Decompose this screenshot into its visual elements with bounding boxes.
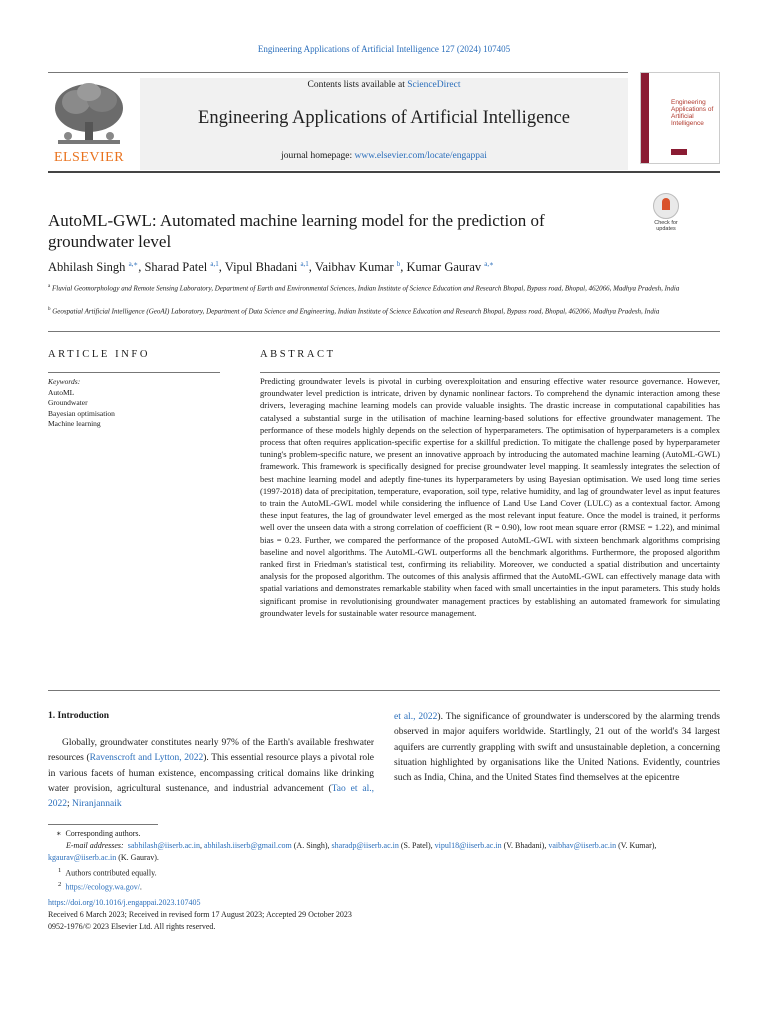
- affiliation-rule: [48, 331, 720, 332]
- intro-column-right: [394, 710, 720, 786]
- author-name[interactable]: Vipul Bhadani: [224, 260, 298, 275]
- section-heading-introduction: 1. Introduction: [48, 711, 110, 721]
- abstract-text: Predicting groundwater levels is pivotal in curbing overexploitation and ensuring effective water resource governance. However, groundwater level prediction is intricate, driven by dynamic nonlinear factors. To comprehend the dynamic interaction among these drivers, leveraging machine learning models can provide valuable insights. The drastic increase in computational capabilities has catalysed a substantial surge in the utilisation of machine learning-based solutions for effective groundwater management. The performance of these models highly depends on the selection of hyperparameters. The optimisation of hyperparameters is a complex process that often requires application-specific expertise for a skillful prediction. To mitigate the challenge posed by hyperparameter tuning's problem-specific nature, we present an innovative approach by introducing the automated machine learning (AutoML-GWL) framework. This framework is specifically designed for precise groundwater level mapping. It seamlessly integrates the selection of best machine learning model and adeptly fine-tunes its hyperparameters by using Bayesian optimisation. We used long time series (1997-2018) data of precipitation, temperature, evaporation, soil type, relative humidity, and lag of groundwater level as input features to train the AutoML-GWL model while considering the influence of Land Use Land Cover (LULC) as a contextual factor. Among these input features, the lag of groundwater level emerged as the most relevant input feature. Once the model is trained, it performs well over the unseen data with a strong correlation of coefficient (R = 0.90), low root mean square error (RMSE = 1.22), and minimal bias = 0.23. Further, we compared the performance of the proposed AutoML-GWL with sixteen benchmark algorithms comprising baseline and novel algorithms. The AutoML-GWL outperforms all the benchmark algorithms. Furthermore, the proposed algorithm ranked first in Friedman's statistical test, confirming its reliability. Moreover, we conducted a spatial distribution and uncertainty analysis for the proposed algorithm. The outcomes of this analysis affirmed that the AutoML-GWL can effectively manage data with spatial variations and demonstrates remarkable stability when faced with small uncertainties in the input parameters. This study holds significant promise in revolutionising groundwater management practices by establishing an automated framework for simulating groundwater levels for sustainable water resource management.: [260, 376, 720, 618]
- email-link[interactable]: vipul18@iiserb.ac.in: [434, 841, 502, 851]
- footnotes: [48, 828, 720, 894]
- homepage-line: [140, 151, 628, 161]
- doi-link[interactable]: https://doi.org/10.1016/j.engappai.2023.107405: [48, 898, 201, 907]
- citation-link[interactable]: Ravenscroft and Lytton, 2022: [89, 753, 204, 764]
- author-separator: ,: [400, 260, 407, 275]
- email-link[interactable]: kgaurav@iiserb.ac.in: [48, 853, 117, 863]
- footnote-1-text: Authors contributed equally.: [65, 868, 157, 878]
- article-info-heading: ARTICLE INFO: [48, 349, 151, 360]
- email-owner: (V. Bhadani),: [501, 841, 549, 851]
- author-affiliation-marker[interactable]: a,∗: [484, 260, 494, 268]
- running-header[interactable]: Engineering Applications of Artificial Intelligence 127 (2024) 107405: [257, 44, 511, 54]
- keywords-label: Keywords:: [48, 377, 81, 386]
- cover-title: Engineering Applications of Artificial Intelligence: [671, 99, 714, 127]
- affiliation-b: [48, 304, 720, 317]
- affiliation-b-label: b: [48, 307, 51, 312]
- contents-line: [140, 80, 628, 90]
- author-name[interactable]: Sharad Patel: [144, 260, 208, 275]
- email-list: [48, 841, 656, 862]
- author-separator: ,: [308, 260, 315, 275]
- citation-link[interactable]: Niranjannaik: [72, 799, 122, 810]
- author-name[interactable]: Abhilash Singh: [48, 260, 126, 275]
- citation-link[interactable]: et al., 2022: [394, 712, 438, 722]
- keyword-item: Groundwater: [48, 398, 88, 407]
- received-dates: Received 6 March 2023; Received in revised form 17 August 2023; Accepted 29 October 2023: [48, 910, 352, 920]
- check-updates-label: Check for updates: [654, 220, 678, 232]
- abstract-rule: [260, 372, 720, 373]
- intro-text: ). This essential resource plays a pivotal role in various facets of human existence, encompassing critical domains like drinking water provision, agricultural sustenance, and industrial advancement (: [48, 753, 374, 794]
- body-rule: [48, 690, 720, 691]
- email-owner: (A. Singh),: [291, 841, 332, 851]
- footnote-2: $^2$ https://ecology.wa.gov/.: [58, 881, 142, 893]
- elsevier-wordmark: ELSEVIER: [53, 150, 125, 165]
- author-list: [48, 260, 720, 275]
- cover-spine: [641, 73, 649, 163]
- footnote-corresponding: ∗ Corresponding authors.: [56, 829, 141, 838]
- citation-link[interactable]: Tao et al., 2022: [48, 783, 374, 810]
- author-affiliation-marker[interactable]: b: [396, 260, 401, 268]
- email-owner: (S. Patel),: [398, 841, 435, 851]
- author-name[interactable]: Vaibhav Kumar: [314, 260, 394, 275]
- keyword-item: Bayesian optimisation: [48, 408, 115, 418]
- footnote-emails: [48, 840, 720, 864]
- intro-text: ). The significance of groundwater is underscored by the alarming trends observed in major aquifers worldwide. Startlingly, 21 out of the world's 34 largest aquifers are currently grappling with swift and unsustainable depletion, a concerning situation highlighted by organisations like the United Nations. Evidently, countries such as India, China, and the United States find themselves at the epicentre: [394, 712, 720, 784]
- journal-title: Engineering Applications of Artificial Intelligence: [198, 108, 570, 128]
- affiliation-a-text: Fluvial Geomorphology and Remote Sensing Laboratory, Department of Earth and Environmental Sciences, Indian Institute of Science Education and Research Bhopal, Bypass road, Bhopal, 462066, Madhya Pradesh, India: [51, 284, 680, 293]
- contents-prefix: Contents lists available at: [307, 80, 408, 90]
- keyword-item: AutoML: [48, 387, 75, 397]
- article-info-rule: [48, 372, 220, 373]
- email-owner: ,: [199, 841, 204, 851]
- homepage-prefix: journal homepage:: [281, 151, 355, 161]
- footnote-2-link[interactable]: https://ecology.wa.gov/: [65, 883, 140, 893]
- intro-column-left: [48, 736, 374, 812]
- copyright-line: 0952-1976/© 2023 Elsevier Ltd. All rights reserved.: [48, 922, 216, 932]
- keyword-item: Machine learning: [48, 419, 101, 428]
- email-label: E-mail addresses:: [66, 841, 124, 851]
- masthead-top-rule: [48, 72, 628, 73]
- intro-text: Globally, groundwater constitutes nearly 97% of the Earth's available freshwater resources (: [48, 738, 374, 764]
- journal-homepage-link[interactable]: www.elsevier.com/locate/engappai: [354, 151, 487, 161]
- author-name[interactable]: Kumar Gaurav: [406, 260, 482, 275]
- affiliation-a-label: a: [48, 284, 51, 289]
- footnote-2-tail: .: [139, 883, 142, 893]
- email-link[interactable]: sharadp@iiserb.ac.in: [331, 841, 399, 851]
- affiliation-b-text: Geospatial Artificial Intelligence (GeoAI) Laboratory, Department of Data Science and Engineering, Indian Institute of Science Education and Research Bhopal, Bypass road, Bhopal, 462066, Madhya Pradesh, India: [52, 307, 660, 316]
- publication-info: [48, 897, 720, 934]
- author-separator: ,: [138, 260, 145, 275]
- email-owner: (V. Kumar),: [616, 841, 657, 851]
- email-link[interactable]: abhilash.iiserb@gmail.com: [203, 841, 292, 851]
- author-affiliation-marker[interactable]: a,1: [210, 260, 219, 268]
- author-affiliation-marker[interactable]: a,∗: [128, 260, 139, 268]
- email-link[interactable]: vaibhav@iiserb.ac.in: [548, 841, 617, 851]
- abstract-heading: ABSTRACT: [260, 349, 336, 360]
- footnote-corresponding-text: Corresponding authors.: [65, 829, 141, 838]
- citation-separator: ;: [67, 799, 73, 810]
- article-title: AutoML-GWL: Automated machine learning model for the prediction of groundwater level: [48, 211, 545, 251]
- author-separator: ,: [218, 260, 225, 275]
- keywords-block: [48, 377, 220, 430]
- footnote-1: $^1$ Authors contributed equally.: [58, 866, 157, 878]
- masthead-bottom-rule: [48, 171, 720, 173]
- footnote-rule: [48, 824, 158, 825]
- email-owner: (K. Gaurav).: [116, 853, 159, 863]
- email-link[interactable]: sabhilash@iiserb.ac.in: [127, 841, 200, 851]
- cover-logo-icon: [671, 149, 687, 155]
- author-affiliation-marker[interactable]: a,1: [300, 260, 309, 268]
- check-updates-icon: [653, 193, 679, 219]
- journal-cover-thumbnail[interactable]: [640, 72, 720, 164]
- affiliation-a: [48, 281, 720, 294]
- check-for-updates-button[interactable]: [646, 193, 686, 233]
- sciencedirect-link[interactable]: ScienceDirect: [407, 80, 461, 90]
